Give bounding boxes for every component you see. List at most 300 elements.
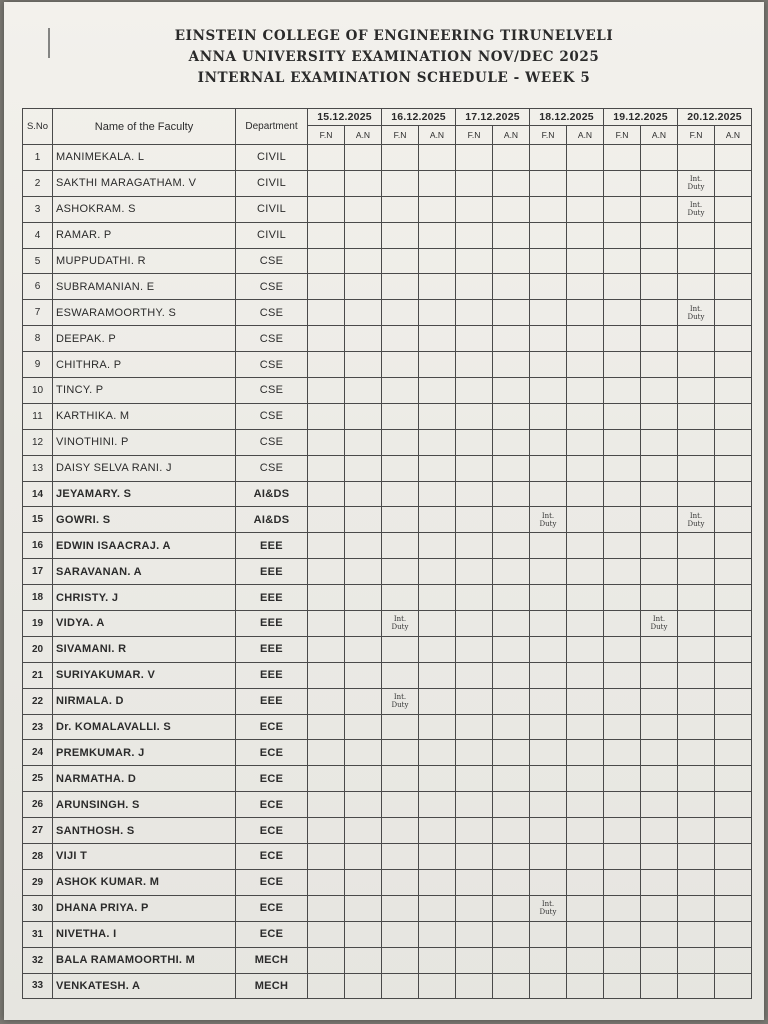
session-cell xyxy=(604,869,641,895)
session-cell xyxy=(419,429,456,455)
session-cell xyxy=(456,921,493,947)
department: EEE xyxy=(236,559,308,585)
session-header-fn: F.N xyxy=(382,126,419,145)
session-cell xyxy=(345,455,382,481)
department: EEE xyxy=(236,533,308,559)
duty-mark xyxy=(382,693,418,709)
session-cell xyxy=(345,921,382,947)
session-cell xyxy=(456,895,493,921)
session-cell xyxy=(604,378,641,404)
faculty-name: CHITHRA. P xyxy=(53,352,236,378)
session-cell xyxy=(382,973,419,999)
session-cell xyxy=(345,196,382,222)
session-header-an: A.N xyxy=(567,126,604,145)
session-cell xyxy=(493,429,530,455)
serial-number: 20 xyxy=(23,636,53,662)
session-cell xyxy=(715,973,752,999)
session-cell xyxy=(308,507,345,533)
session-cell xyxy=(715,145,752,171)
session-cell xyxy=(604,429,641,455)
session-cell xyxy=(715,792,752,818)
session-cell xyxy=(382,170,419,196)
table-row xyxy=(23,611,752,637)
department: ECE xyxy=(236,792,308,818)
session-cell xyxy=(345,766,382,792)
session-cell xyxy=(493,481,530,507)
duty-mark xyxy=(530,512,566,528)
session-cell xyxy=(641,921,678,947)
session-cell xyxy=(678,636,715,662)
session-cell xyxy=(641,636,678,662)
session-cell xyxy=(715,222,752,248)
session-cell xyxy=(382,559,419,585)
session-cell xyxy=(715,326,752,352)
session-cell xyxy=(419,869,456,895)
table-row xyxy=(23,559,752,585)
session-cell xyxy=(456,326,493,352)
session-cell xyxy=(345,170,382,196)
session-header-fn: F.N xyxy=(678,126,715,145)
session-cell xyxy=(308,559,345,585)
session-cell xyxy=(567,403,604,429)
session-cell xyxy=(382,222,419,248)
session-cell xyxy=(715,766,752,792)
table-row xyxy=(23,766,752,792)
session-cell xyxy=(641,895,678,921)
session-cell xyxy=(493,740,530,766)
session-cell xyxy=(345,481,382,507)
session-cell xyxy=(567,844,604,870)
session-cell xyxy=(493,844,530,870)
session-cell xyxy=(493,714,530,740)
session-cell xyxy=(308,688,345,714)
session-cell xyxy=(493,688,530,714)
session-cell xyxy=(382,145,419,171)
session-cell xyxy=(530,947,567,973)
duty-mark xyxy=(530,900,566,916)
session-cell xyxy=(641,222,678,248)
session-cell xyxy=(715,921,752,947)
faculty-name: MANIMEKALA. L xyxy=(53,145,236,171)
session-header-fn: F.N xyxy=(604,126,641,145)
session-cell xyxy=(530,559,567,585)
session-cell xyxy=(567,300,604,326)
session-cell xyxy=(604,222,641,248)
faculty-name: PREMKUMAR. J xyxy=(53,740,236,766)
session-cell xyxy=(715,507,752,533)
session-cell xyxy=(345,818,382,844)
faculty-name: ASHOK KUMAR. M xyxy=(53,869,236,895)
session-cell xyxy=(382,844,419,870)
session-cell xyxy=(308,662,345,688)
department: EEE xyxy=(236,636,308,662)
duty-mark-line2: Duty xyxy=(391,701,409,710)
session-cell xyxy=(345,740,382,766)
session-cell xyxy=(530,352,567,378)
table-row xyxy=(23,170,752,196)
serial-number: 10 xyxy=(23,378,53,404)
session-cell xyxy=(678,403,715,429)
session-cell xyxy=(641,196,678,222)
faculty-name: ESWARAMOORTHY. S xyxy=(53,300,236,326)
department: ECE xyxy=(236,818,308,844)
session-cell xyxy=(678,222,715,248)
serial-number: 14 xyxy=(23,481,53,507)
department: EEE xyxy=(236,585,308,611)
session-cell xyxy=(678,559,715,585)
session-cell xyxy=(308,921,345,947)
session-cell xyxy=(345,869,382,895)
session-cell xyxy=(604,740,641,766)
duty-mark-line1: Int. xyxy=(541,511,555,520)
session-cell xyxy=(308,714,345,740)
session-cell xyxy=(678,869,715,895)
session-cell xyxy=(530,869,567,895)
session-cell xyxy=(493,973,530,999)
session-cell xyxy=(419,844,456,870)
session-cell xyxy=(456,714,493,740)
duty-mark-line2: Duty xyxy=(687,183,705,192)
session-cell xyxy=(308,378,345,404)
session-cell xyxy=(419,792,456,818)
session-cell xyxy=(641,792,678,818)
serial-number: 3 xyxy=(23,196,53,222)
session-cell xyxy=(604,145,641,171)
session-cell xyxy=(419,636,456,662)
session-cell xyxy=(345,973,382,999)
session-cell xyxy=(493,921,530,947)
department: MECH xyxy=(236,973,308,999)
session-cell xyxy=(641,429,678,455)
date-header: 17.12.2025 xyxy=(456,109,530,126)
session-cell xyxy=(456,844,493,870)
session-cell xyxy=(604,947,641,973)
session-cell xyxy=(567,222,604,248)
duty-mark-line1: Int. xyxy=(652,615,666,624)
serial-number: 33 xyxy=(23,973,53,999)
session-cell xyxy=(567,585,604,611)
session-cell xyxy=(641,481,678,507)
faculty-name: EDWIN ISAACRAJ. A xyxy=(53,533,236,559)
session-cell xyxy=(641,740,678,766)
session-cell xyxy=(382,662,419,688)
session-cell xyxy=(604,403,641,429)
faculty-name: VIJI T xyxy=(53,844,236,870)
faculty-name: NARMATHA. D xyxy=(53,766,236,792)
session-header-an: A.N xyxy=(419,126,456,145)
serial-number: 12 xyxy=(23,429,53,455)
department: ECE xyxy=(236,869,308,895)
session-cell xyxy=(419,533,456,559)
faculty-name: ARUNSINGH. S xyxy=(53,792,236,818)
session-cell xyxy=(567,196,604,222)
session-cell xyxy=(678,481,715,507)
session-cell xyxy=(604,636,641,662)
session-cell xyxy=(308,792,345,818)
session-cell xyxy=(567,636,604,662)
session-cell xyxy=(641,611,678,637)
session-cell xyxy=(530,585,567,611)
session-cell xyxy=(493,222,530,248)
session-cell xyxy=(308,326,345,352)
session-cell xyxy=(419,170,456,196)
faculty-name: GOWRI. S xyxy=(53,507,236,533)
session-cell xyxy=(456,300,493,326)
table-row xyxy=(23,274,752,300)
faculty-name: SAKTHI MARAGATHAM. V xyxy=(53,170,236,196)
session-cell xyxy=(567,740,604,766)
table-row xyxy=(23,300,752,326)
table-row xyxy=(23,947,752,973)
session-cell xyxy=(493,895,530,921)
serial-number: 29 xyxy=(23,869,53,895)
session-cell xyxy=(456,818,493,844)
faculty-name: TINCY. P xyxy=(53,378,236,404)
duty-mark-line2: Duty xyxy=(687,312,705,321)
session-cell xyxy=(382,507,419,533)
session-cell xyxy=(715,300,752,326)
department: ECE xyxy=(236,740,308,766)
session-cell xyxy=(678,662,715,688)
session-cell xyxy=(715,378,752,404)
duty-mark-line2: Duty xyxy=(391,623,409,632)
session-cell xyxy=(456,352,493,378)
session-cell xyxy=(567,818,604,844)
session-cell xyxy=(604,507,641,533)
session-cell xyxy=(493,611,530,637)
table-row xyxy=(23,533,752,559)
session-cell xyxy=(493,274,530,300)
session-header-fn: F.N xyxy=(530,126,567,145)
college-title: EINSTEIN COLLEGE OF ENGINEERING TIRUNELVELI xyxy=(174,28,614,44)
table-row xyxy=(23,688,752,714)
duty-mark xyxy=(641,615,677,631)
session-cell xyxy=(382,818,419,844)
session-cell xyxy=(308,636,345,662)
session-cell xyxy=(456,403,493,429)
session-cell xyxy=(715,170,752,196)
duty-mark-line2: Duty xyxy=(687,209,705,218)
session-cell xyxy=(641,533,678,559)
session-cell xyxy=(456,611,493,637)
session-cell xyxy=(382,533,419,559)
session-cell xyxy=(604,766,641,792)
session-cell xyxy=(567,274,604,300)
session-cell xyxy=(308,585,345,611)
session-cell xyxy=(715,844,752,870)
session-cell xyxy=(308,947,345,973)
session-cell xyxy=(715,196,752,222)
session-cell xyxy=(715,274,752,300)
session-cell xyxy=(604,688,641,714)
session-cell xyxy=(493,585,530,611)
session-cell xyxy=(456,507,493,533)
session-cell xyxy=(456,455,493,481)
session-cell xyxy=(382,378,419,404)
session-header-fn: F.N xyxy=(308,126,345,145)
session-cell xyxy=(604,818,641,844)
session-cell xyxy=(345,352,382,378)
session-cell xyxy=(567,895,604,921)
session-cell xyxy=(530,222,567,248)
session-cell xyxy=(456,429,493,455)
session-cell xyxy=(345,947,382,973)
duty-mark xyxy=(678,175,714,191)
table-row xyxy=(23,481,752,507)
session-cell xyxy=(678,170,715,196)
session-cell xyxy=(715,688,752,714)
session-cell xyxy=(678,352,715,378)
session-cell xyxy=(567,378,604,404)
session-cell xyxy=(456,688,493,714)
faculty-name: CHRISTY. J xyxy=(53,585,236,611)
session-cell xyxy=(530,170,567,196)
session-cell xyxy=(308,196,345,222)
session-cell xyxy=(345,145,382,171)
session-cell xyxy=(678,585,715,611)
session-cell xyxy=(641,973,678,999)
table-row xyxy=(23,792,752,818)
duty-mark xyxy=(382,615,418,631)
session-cell xyxy=(715,481,752,507)
session-cell xyxy=(419,818,456,844)
session-cell xyxy=(641,662,678,688)
duty-mark-line2: Duty xyxy=(539,908,557,917)
serial-number: 13 xyxy=(23,455,53,481)
table-row xyxy=(23,222,752,248)
session-cell xyxy=(567,507,604,533)
session-cell xyxy=(530,818,567,844)
session-cell xyxy=(308,611,345,637)
department: CSE xyxy=(236,455,308,481)
document-header xyxy=(64,26,724,89)
session-cell xyxy=(493,326,530,352)
session-cell xyxy=(308,818,345,844)
session-cell xyxy=(382,300,419,326)
session-cell xyxy=(345,533,382,559)
serial-number: 1 xyxy=(23,145,53,171)
faculty-name: NIRMALA. D xyxy=(53,688,236,714)
serial-number: 32 xyxy=(23,947,53,973)
session-cell xyxy=(715,352,752,378)
session-cell xyxy=(567,429,604,455)
session-cell xyxy=(604,792,641,818)
exam-title: ANNA UNIVERSITY EXAMINATION NOV/DEC 2025 xyxy=(188,49,600,65)
session-cell xyxy=(493,170,530,196)
session-cell xyxy=(567,455,604,481)
session-cell xyxy=(345,636,382,662)
session-cell xyxy=(530,403,567,429)
table-row xyxy=(23,145,752,171)
session-cell xyxy=(641,714,678,740)
serial-number: 15 xyxy=(23,507,53,533)
table-row xyxy=(23,844,752,870)
session-cell xyxy=(715,429,752,455)
session-cell xyxy=(308,170,345,196)
session-cell xyxy=(493,352,530,378)
table-row xyxy=(23,585,752,611)
session-cell xyxy=(308,740,345,766)
table-row xyxy=(23,507,752,533)
session-cell xyxy=(678,455,715,481)
faculty-name: DAISY SELVA RANI. J xyxy=(53,455,236,481)
session-cell xyxy=(308,869,345,895)
session-cell xyxy=(493,533,530,559)
session-cell xyxy=(678,611,715,637)
session-cell xyxy=(382,326,419,352)
session-cell xyxy=(419,378,456,404)
session-cell xyxy=(678,429,715,455)
session-cell xyxy=(678,507,715,533)
duty-mark-line1: Int. xyxy=(689,175,703,184)
session-cell xyxy=(493,662,530,688)
department: ECE xyxy=(236,766,308,792)
session-cell xyxy=(493,196,530,222)
session-cell xyxy=(567,170,604,196)
duty-mark-line1: Int. xyxy=(689,511,703,520)
date-header: 16.12.2025 xyxy=(382,109,456,126)
table-row xyxy=(23,248,752,274)
session-cell xyxy=(678,947,715,973)
date-header: 18.12.2025 xyxy=(530,109,604,126)
session-cell xyxy=(715,947,752,973)
session-cell xyxy=(567,662,604,688)
session-cell xyxy=(641,559,678,585)
session-cell xyxy=(641,300,678,326)
session-cell xyxy=(419,585,456,611)
table-row xyxy=(23,636,752,662)
session-cell xyxy=(678,248,715,274)
session-cell xyxy=(456,636,493,662)
session-cell xyxy=(530,378,567,404)
session-cell xyxy=(530,429,567,455)
session-cell xyxy=(493,378,530,404)
session-cell xyxy=(308,352,345,378)
faculty-name: VIDYA. A xyxy=(53,611,236,637)
session-cell xyxy=(382,352,419,378)
session-cell xyxy=(604,300,641,326)
session-cell xyxy=(345,714,382,740)
table-row xyxy=(23,326,752,352)
session-cell xyxy=(530,792,567,818)
session-cell xyxy=(604,611,641,637)
session-cell xyxy=(345,222,382,248)
session-cell xyxy=(641,585,678,611)
session-cell xyxy=(419,973,456,999)
session-cell xyxy=(641,145,678,171)
session-cell xyxy=(382,611,419,637)
session-cell xyxy=(419,248,456,274)
session-cell xyxy=(308,429,345,455)
session-cell xyxy=(493,869,530,895)
session-cell xyxy=(641,688,678,714)
session-cell xyxy=(419,196,456,222)
session-cell xyxy=(456,196,493,222)
session-cell xyxy=(419,222,456,248)
session-cell xyxy=(641,507,678,533)
session-cell xyxy=(308,766,345,792)
session-cell xyxy=(530,248,567,274)
department: AI&DS xyxy=(236,507,308,533)
session-cell xyxy=(493,248,530,274)
session-cell xyxy=(308,248,345,274)
session-cell xyxy=(530,326,567,352)
session-cell xyxy=(530,740,567,766)
session-cell xyxy=(678,196,715,222)
session-cell xyxy=(456,792,493,818)
session-cell xyxy=(641,326,678,352)
session-cell xyxy=(419,766,456,792)
